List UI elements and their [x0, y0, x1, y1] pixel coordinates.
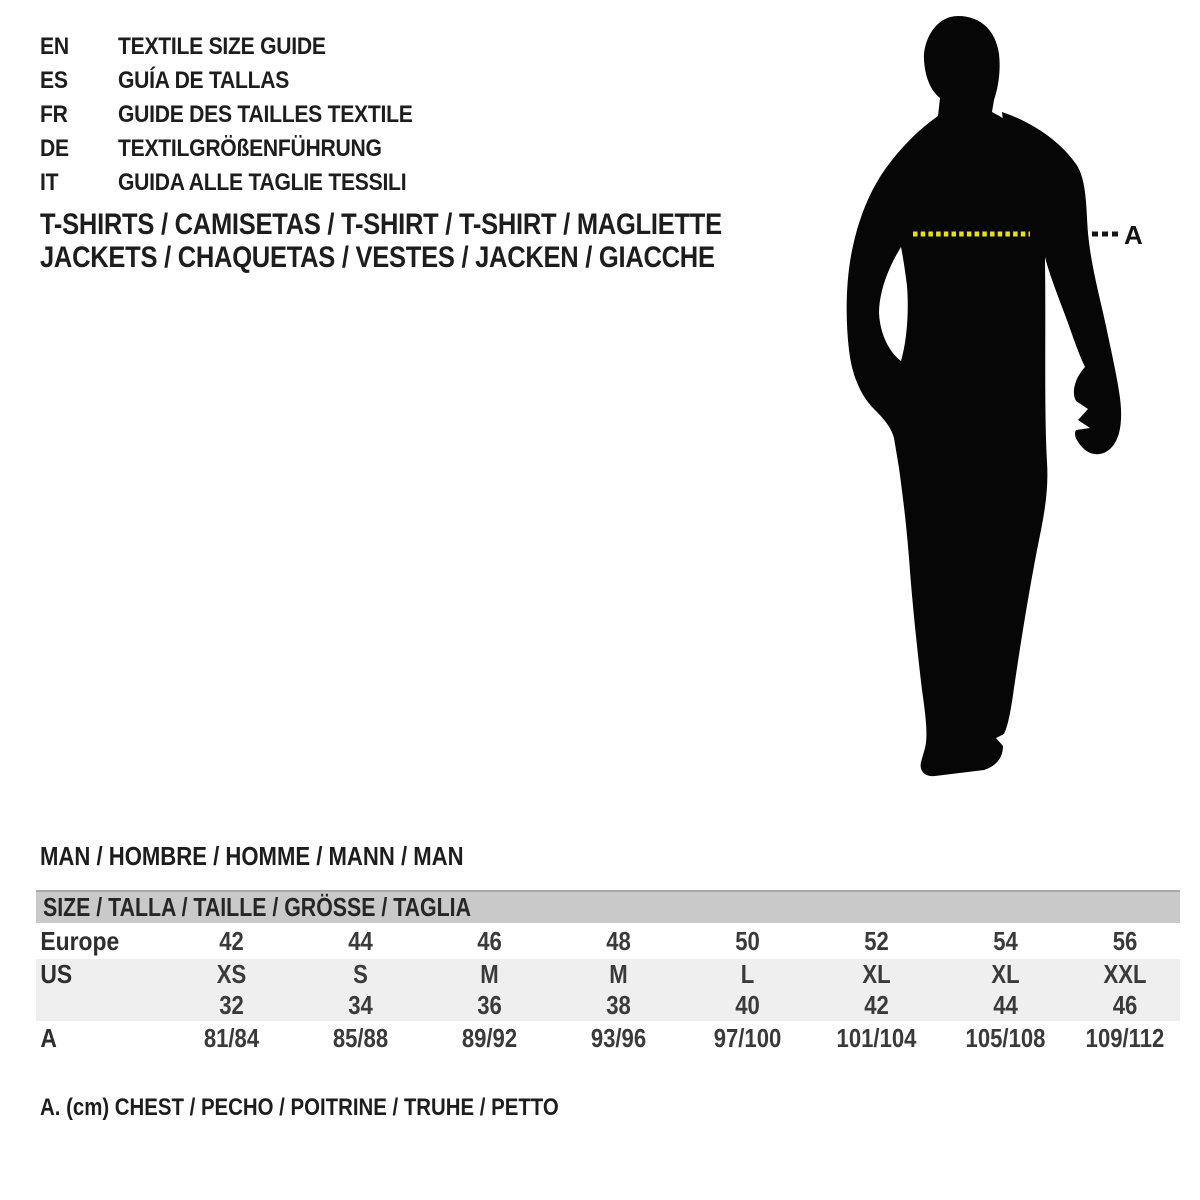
size-cell: 42 [864, 990, 889, 1020]
measure-label-a: A [1124, 220, 1143, 250]
table-row-us [36, 959, 1180, 990]
language-row [40, 64, 453, 98]
section-title-man [40, 841, 538, 872]
language-code: DE [40, 135, 69, 162]
size-cell: 44 [993, 990, 1018, 1020]
category-line-jackets-text: JACKETS / CHAQUETAS / VESTES / JACKEN / GIACCHE [40, 240, 715, 274]
size-cell: 38 [606, 990, 631, 1020]
size-cell: M [609, 959, 628, 989]
size-cell: 36 [477, 990, 502, 1020]
size-table-header [36, 890, 1180, 923]
language-title: GUÍA DE TALLAS [118, 67, 290, 94]
language-title: GUIDA ALLE TAGLIE TESSILI [118, 169, 407, 196]
section-title-man-text: MAN / HOMBRE / HOMME / MANN / MAN [40, 841, 464, 871]
category-lines [40, 208, 842, 274]
language-code: EN [40, 33, 69, 60]
size-cell: 101/104 [836, 1023, 917, 1053]
footnote-chest-text: A. (cm) CHEST / PECHO / POITRINE / TRUHE / PETTO [40, 1094, 559, 1121]
language-title: TEXTILGRÖßENFÜHRUNG [118, 135, 382, 162]
size-cell: 81/84 [203, 1023, 260, 1053]
size-cell: 44 [348, 925, 373, 956]
man-silhouette-figure [840, 0, 1200, 800]
size-table [36, 890, 1180, 1056]
footnote-chest [40, 1094, 650, 1122]
language-title: GUIDE DES TAILLES TEXTILE [118, 101, 413, 128]
size-cell: 109/112 [1085, 1023, 1165, 1053]
language-row [40, 98, 453, 132]
size-cell: 32 [219, 990, 244, 1020]
table-row-numeric [36, 990, 1180, 1021]
size-cell: 52 [864, 925, 889, 956]
row-label-europe: Europe [40, 925, 120, 956]
size-cell: M [480, 959, 499, 989]
language-row [40, 132, 453, 166]
size-cell: 97/100 [713, 1023, 782, 1053]
table-row-europe [36, 923, 1180, 959]
language-code: ES [40, 67, 68, 94]
language-title: TEXTILE SIZE GUIDE [118, 33, 326, 60]
size-cell: 54 [993, 925, 1018, 956]
size-cell: 46 [477, 925, 502, 956]
row-label-a: A [40, 1023, 57, 1053]
language-list [40, 30, 453, 200]
size-cell: XL [991, 959, 1020, 989]
size-cell: 105/108 [965, 1023, 1046, 1053]
size-cell: 93/96 [590, 1023, 647, 1053]
size-cell: L [740, 959, 755, 989]
size-cell: XXL [1103, 959, 1147, 989]
size-cell: 34 [348, 990, 373, 1020]
language-code: FR [40, 101, 68, 128]
size-cell: 48 [606, 925, 631, 956]
language-row [40, 30, 453, 64]
size-cell: 89/92 [461, 1023, 518, 1053]
size-cell: 40 [735, 990, 760, 1020]
category-line-tshirts [40, 208, 842, 241]
size-cell: 46 [1112, 990, 1138, 1020]
size-cell: 85/88 [332, 1023, 389, 1053]
size-cell: 50 [735, 925, 760, 956]
language-code: IT [40, 169, 59, 196]
size-cell: XL [862, 959, 891, 989]
size-cell: 42 [219, 925, 244, 956]
table-row-chest-a [36, 1021, 1180, 1056]
row-label-us: US [40, 959, 73, 989]
size-cell: XS [216, 959, 247, 989]
category-line-tshirts-text: T-SHIRTS / CAMISETAS / T-SHIRT / T-SHIRT / MAGLIETTE [40, 207, 722, 241]
size-cell: S [353, 959, 368, 989]
size-cell: 56 [1112, 925, 1138, 956]
size-table-header-text: SIZE / TALLA / TAILLE / GRÖSSE / TAGLIA [43, 892, 471, 922]
category-line-jackets [40, 241, 842, 274]
language-row [40, 166, 453, 200]
